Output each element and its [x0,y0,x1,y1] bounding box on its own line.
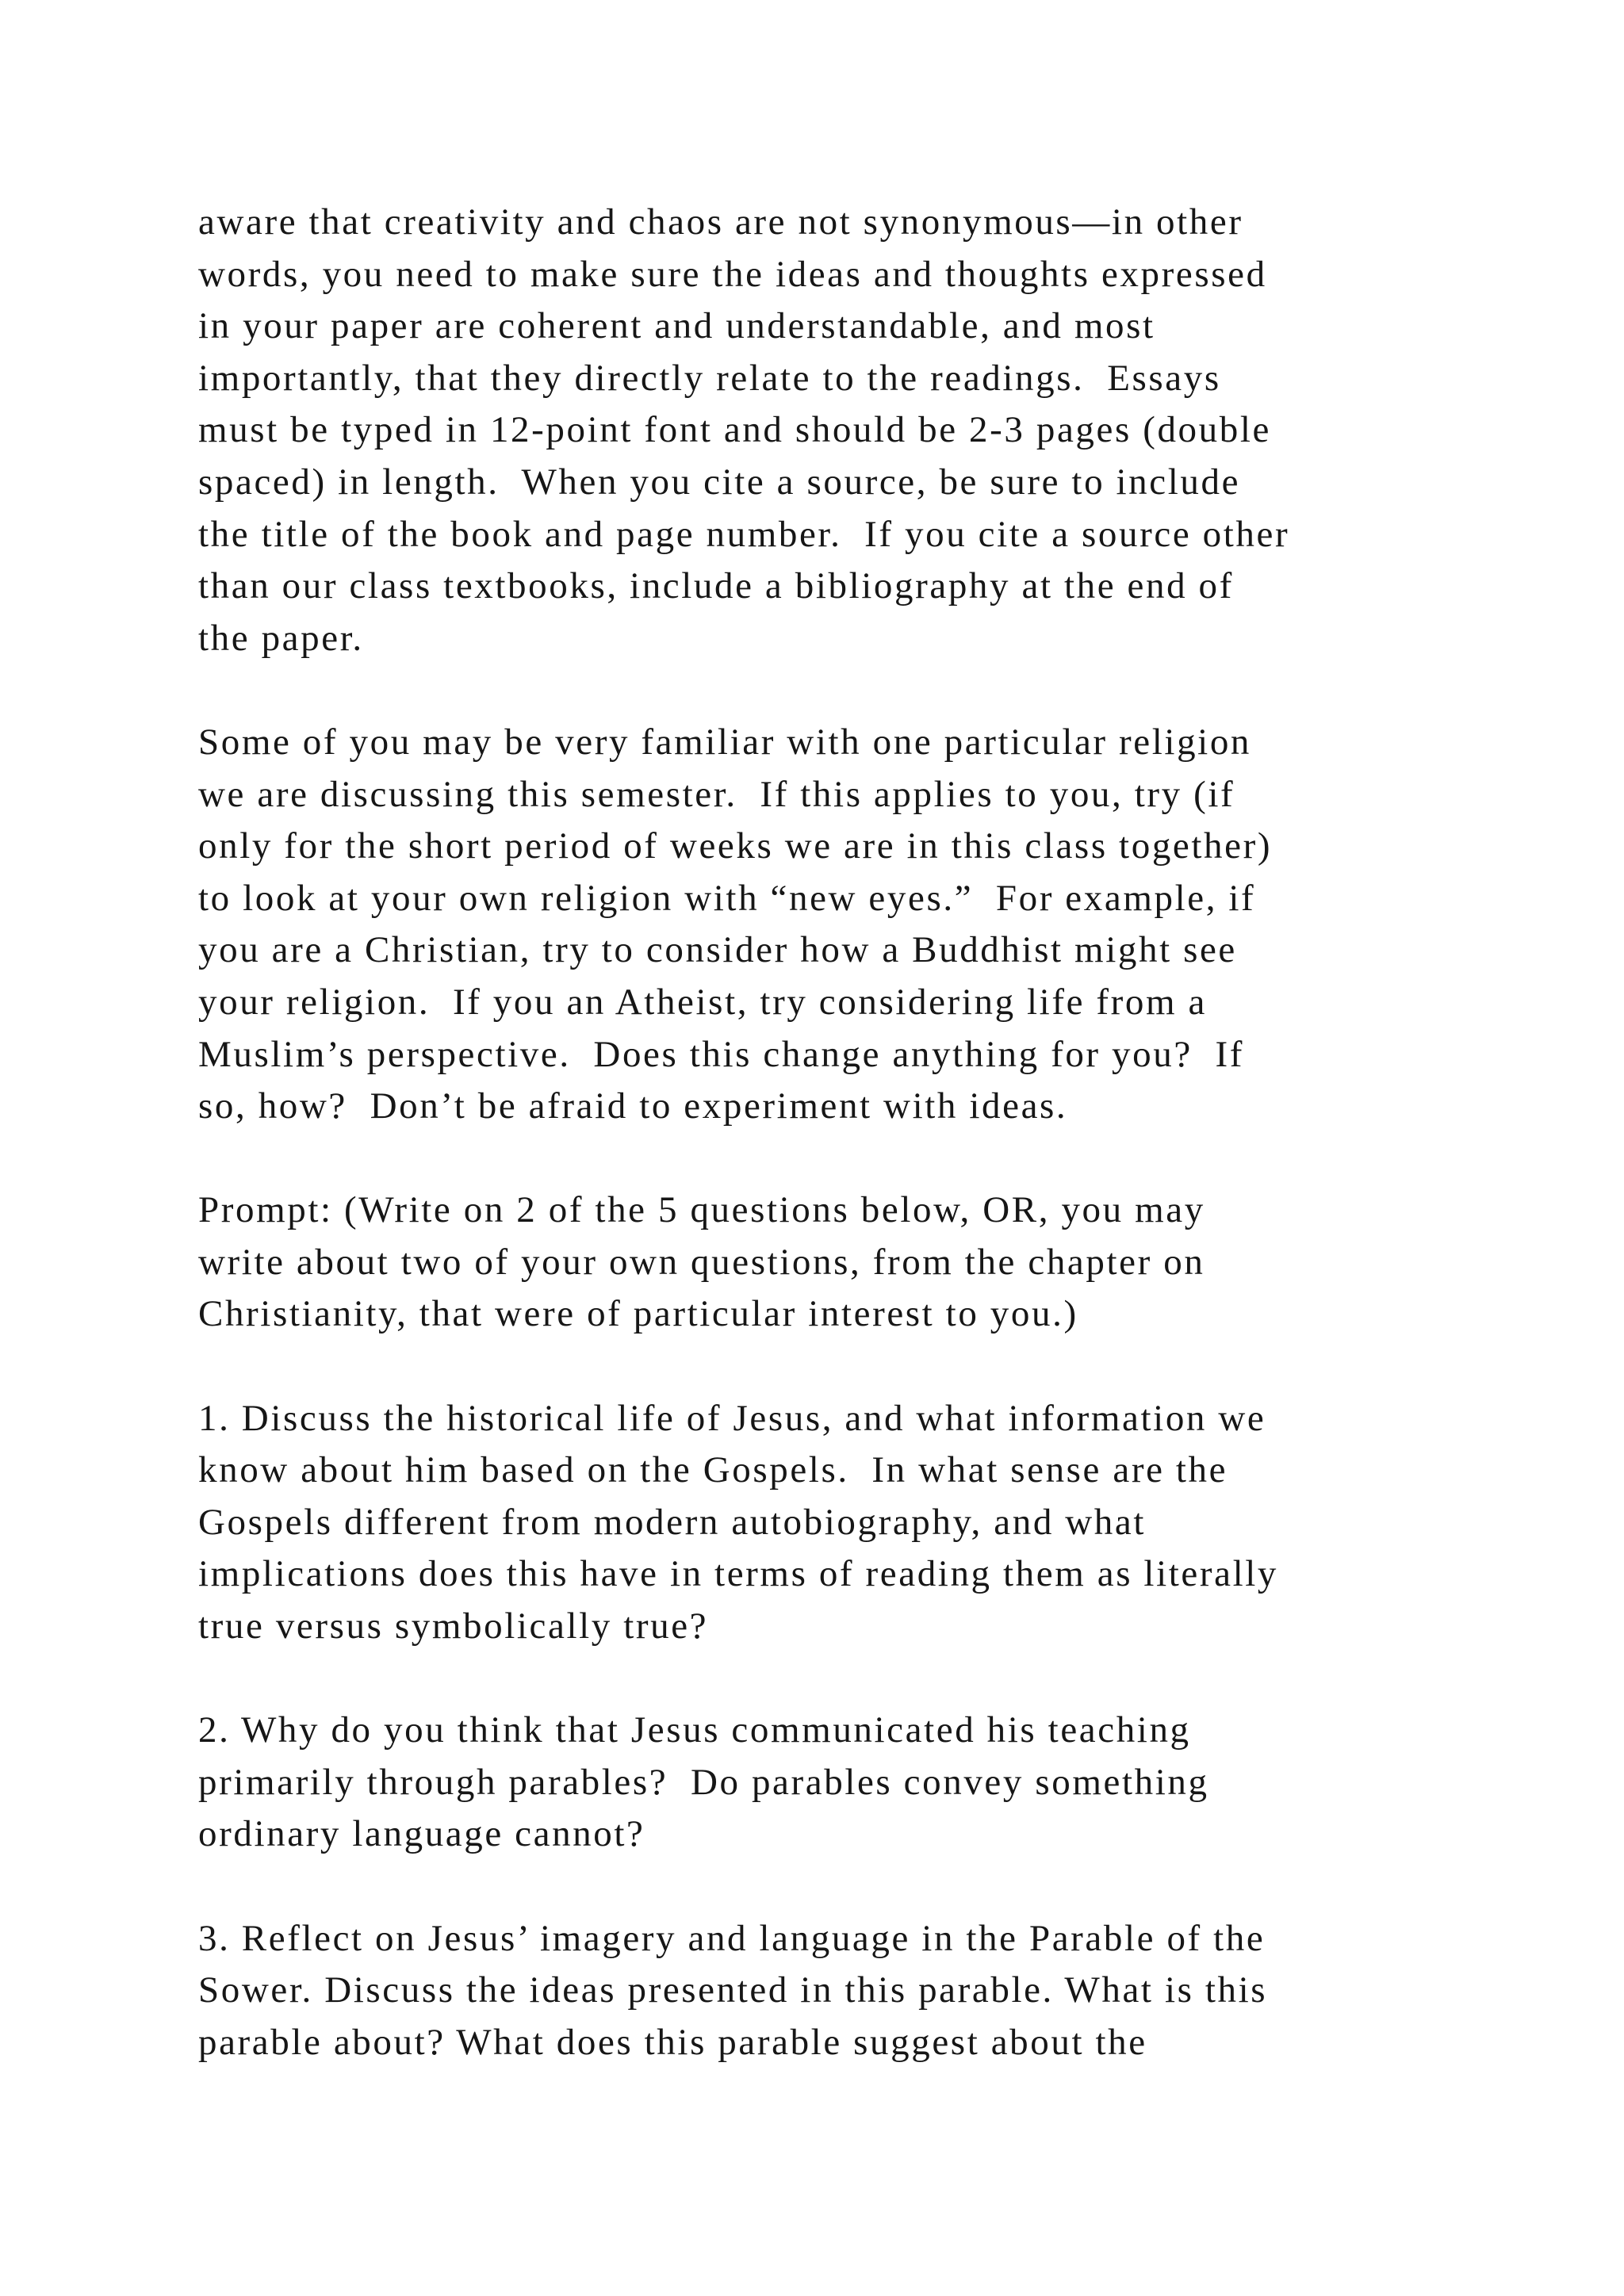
paragraph-gap [198,664,1546,717]
text-line: primarily through parables? Do parables convey something [198,1761,1209,1803]
document-body [198,197,1546,2068]
text-line: Gospels different from modern autobiography, and what [198,1501,1147,1543]
text-line: only for the short period of weeks we are in this class together) [198,825,1273,867]
text-line: 1. Discuss the historical life of Jesus, and what information we [198,1397,1266,1439]
text-line: the title of the book and page number. If you cite a source other [198,513,1290,555]
text-line: than our class textbooks, include a bibliography at the end of [198,565,1234,607]
text-line: spaced) in length. When you cite a source, be sure to include [198,461,1241,503]
text-line: 2. Why do you think that Jesus communicated his teaching [198,1709,1191,1751]
text-line: words, you need to make sure the ideas and thoughts expressed [198,253,1267,295]
paragraph-new-eyes [198,717,1546,1133]
text-line: 3. Reflect on Jesus’ imagery and language in the Parable of the [198,1917,1266,1959]
paragraph-gap [198,1861,1546,1913]
paragraph-question-2 [198,1705,1546,1861]
paragraph-gap [198,1341,1546,1393]
text-line: ordinary language cannot? [198,1813,645,1855]
text-line: Sower. Discuss the ideas presented in this parable. What is this [198,1969,1268,2011]
text-line: you are a Christian, try to consider how a Buddhist might see [198,929,1237,971]
text-line: parable about? What does this parable suggest about the [198,2021,1147,2063]
text-line: the paper. [198,617,364,659]
text-line: must be typed in 12-point font and should be 2-3 pages (double [198,409,1271,451]
text-line: implications does this have in terms of reading them as literally [198,1553,1278,1595]
paragraph-gap [198,1133,1546,1185]
text-line: to look at your own religion with “new eyes.” For example, if [198,877,1256,919]
paragraph-question-1 [198,1393,1546,1653]
paragraph-question-3 [198,1913,1546,2069]
text-line: your religion. If you an Atheist, try considering life from a [198,981,1207,1023]
paragraph-gap [198,1653,1546,1705]
text-line: importantly, that they directly relate to the readings. Essays [198,357,1221,399]
text-line: in your paper are coherent and understandable, and most [198,305,1155,347]
text-line: true versus symbolically true? [198,1605,709,1647]
paragraph-intro [198,197,1546,664]
paragraph-prompt [198,1184,1546,1341]
text-line: aware that creativity and chaos are not synonymous—in other [198,201,1243,243]
text-line: write about two of your own questions, from the chapter on [198,1241,1205,1283]
text-line: know about him based on the Gospels. In what sense are the [198,1449,1228,1491]
text-line: Prompt: (Write on 2 of the 5 questions below, OR, you may [198,1189,1205,1231]
text-line: we are discussing this semester. If this applies to you, try (if [198,773,1235,815]
text-line: Christianity, that were of particular interest to you.) [198,1293,1078,1335]
text-line: Muslim’s perspective. Does this change anything for you? If [198,1033,1244,1075]
text-line: Some of you may be very familiar with one particular religion [198,721,1252,763]
text-line: so, how? Don’t be afraid to experiment with ideas. [198,1085,1068,1127]
